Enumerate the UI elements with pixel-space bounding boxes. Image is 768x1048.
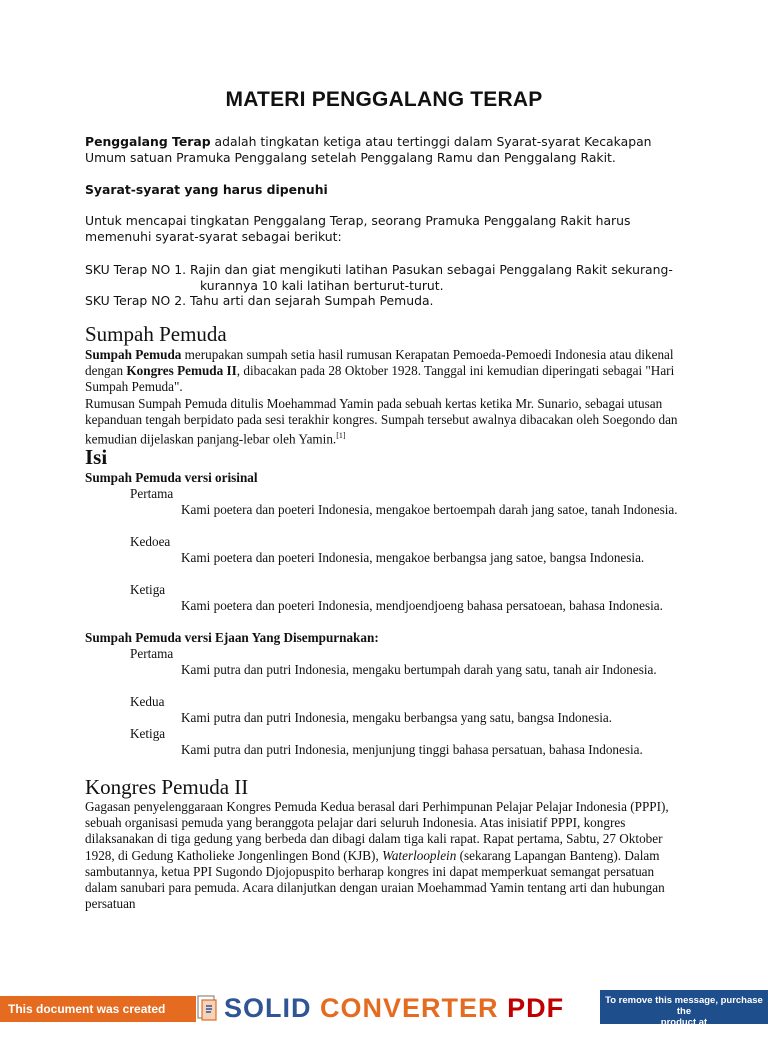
kongres-italic: Waterlooplein: [382, 847, 457, 863]
intro-text: adalah tingkatan ketiga atau tertinggi dalam Syarat-syarat Kecakapan Umum satuan Pramuka Penggalang setelah Penggalang Ramu dan Penggalang Rakit.: [85, 134, 652, 165]
kongres-paragraph: [85, 799, 683, 912]
requirements-intro: Untuk mencapai tingkatan Penggalang Terap, seorang Pramuka Penggalang Rakit harus memenuhi syarat-syarat sebagai berikut:: [85, 213, 631, 244]
version-eyd-heading: Sumpah Pemuda versi Ejaan Yang Disempurnakan:: [85, 630, 379, 645]
v2-label-3: Ketiga: [130, 726, 166, 741]
kongres-heading: Kongres Pemuda II: [85, 775, 249, 799]
isi-heading: Isi: [85, 445, 108, 469]
sumpah-heading: Sumpah Pemuda: [85, 322, 227, 346]
brand-pdf: PDF: [507, 993, 565, 1023]
reference-link[interactable]: [1]: [336, 431, 346, 441]
v1-label-1: Pertama: [130, 486, 174, 501]
intro-term: Penggalang Terap: [85, 134, 211, 149]
requirements-heading: Syarat-syarat yang harus dipenuhi: [85, 182, 328, 197]
purchase-line-1: To remove this message, purchase the: [605, 995, 763, 1017]
sumpah-term: Sumpah Pemuda: [85, 347, 182, 362]
v2-text-3: Kami putra dan putri Indonesia, menjunjung tinggi bahasa persatuan, bahasa Indonesia.: [181, 742, 643, 757]
sumpah-text-3: Rumusan Sumpah Pemuda ditulis Moehammad Yamin pada sebuah kertas ketika Mr. Sunario, sebagai utusan kepanduan tengah berpidato pada sesi terakhir kongres. Sumpah tersebut awalnya dibacakan oleh Soegondo dan kemudian dijelaskan panjang-lebar oleh Yamin.: [85, 396, 678, 447]
sumpah-paragraph-1: [85, 347, 685, 396]
banner-created-label: This document was created using: [0, 996, 196, 1022]
v1-text-2: Kami poetera dan poeteri Indonesia, mengakoe berbangsa jang satoe, bangsa Indonesia.: [181, 550, 645, 565]
kongres-text-2: (sekarang Lapangan Banteng). Dalam sambutannya, ketua PPI Sugondo Djojopuspito berharap kongres ini dapat memperkuat semangat persatuan dalam sanubari para pemuda. Acara dilanjutkan dengan uraian Moehammad Yamin tentang arti dan hubungan persatuan: [85, 847, 665, 912]
v1-text-1: Kami poetera dan poeteri Indonesia, mengakoe bertoempah darah jang satoe, tanah Indonesia.: [181, 502, 678, 517]
v1-label-3: Ketiga: [130, 582, 166, 597]
converter-brand: [224, 992, 564, 1024]
sumpah-paragraph-2: [85, 396, 685, 448]
v2-label-1: Pertama: [130, 646, 174, 661]
v2-label-2: Kedua: [130, 694, 165, 709]
sumpah-text-2: , dibacakan pada 28 Oktober 1928. Tanggal ini kemudian diperingati sebagai "Hari Sumpah Pemuda".: [85, 363, 675, 395]
converter-logo-icon: [196, 994, 218, 1022]
brand-solid: SOLID: [224, 993, 312, 1023]
brand-converter: CONVERTER: [320, 993, 499, 1023]
v1-label-2: Kedoea: [130, 534, 171, 549]
purchase-link[interactable]: [600, 990, 768, 1039]
banner-arrow-icon: [176, 996, 190, 1022]
page-title: MATERI PENGGALANG TERAP: [225, 88, 543, 111]
intro-paragraph: [85, 134, 685, 166]
sku-1-line-1: SKU Terap NO 1. Rajin dan giat mengikuti latihan Pasukan sebagai Penggalang Rakit sekurang-: [85, 262, 673, 277]
sumpah-text-1: merupakan sumpah setia hasil rumusan Kerapatan Pemoeda-Pemoedi Indonesia atau dikenal dengan: [85, 347, 674, 379]
kongres-text-1: Gagasan penyelenggaraan Kongres Pemuda Kedua berasal dari Perhimpunan Pelajar Pelajar Indonesia (PPPI), sebuah organisasi pemuda yang beranggota pelajar dari seluruh Indonesia. Atas inisiatif PPPI, kongres dilaksanakan di tiga gedung yang berbeda dan dibagi dalam tiga kali rapat. Rapat pertama, Sabtu, 27 Oktober 1928, di Gedung Katholieke Jongenlingen Bond (KJB),: [85, 799, 669, 863]
version-original-heading: Sumpah Pemuda versi orisinal: [85, 470, 258, 485]
sku-1-line-2: kurannya 10 kali latihan berturut-turut.: [200, 278, 444, 293]
v2-text-2: Kami putra dan putri Indonesia, mengaku berbangsa yang satu, bangsa Indonesia.: [181, 710, 613, 725]
kongres-term: Kongres Pemuda II: [126, 363, 237, 379]
v2-text-1: Kami putra dan putri Indonesia, mengaku bertumpah darah yang satu, tanah air Indonesia.: [181, 662, 657, 677]
v1-text-3: Kami poetera dan poeteri Indonesia, mendjoendjoeng bahasa persatoean, bahasa Indonesia.: [181, 598, 663, 613]
converter-banner[interactable]: [0, 990, 768, 1042]
purchase-line-2: product at www.SolidDocuments.com: [623, 1017, 745, 1039]
sku-2: SKU Terap NO 2. Tahu arti dan sejarah Sumpah Pemuda.: [85, 293, 434, 308]
